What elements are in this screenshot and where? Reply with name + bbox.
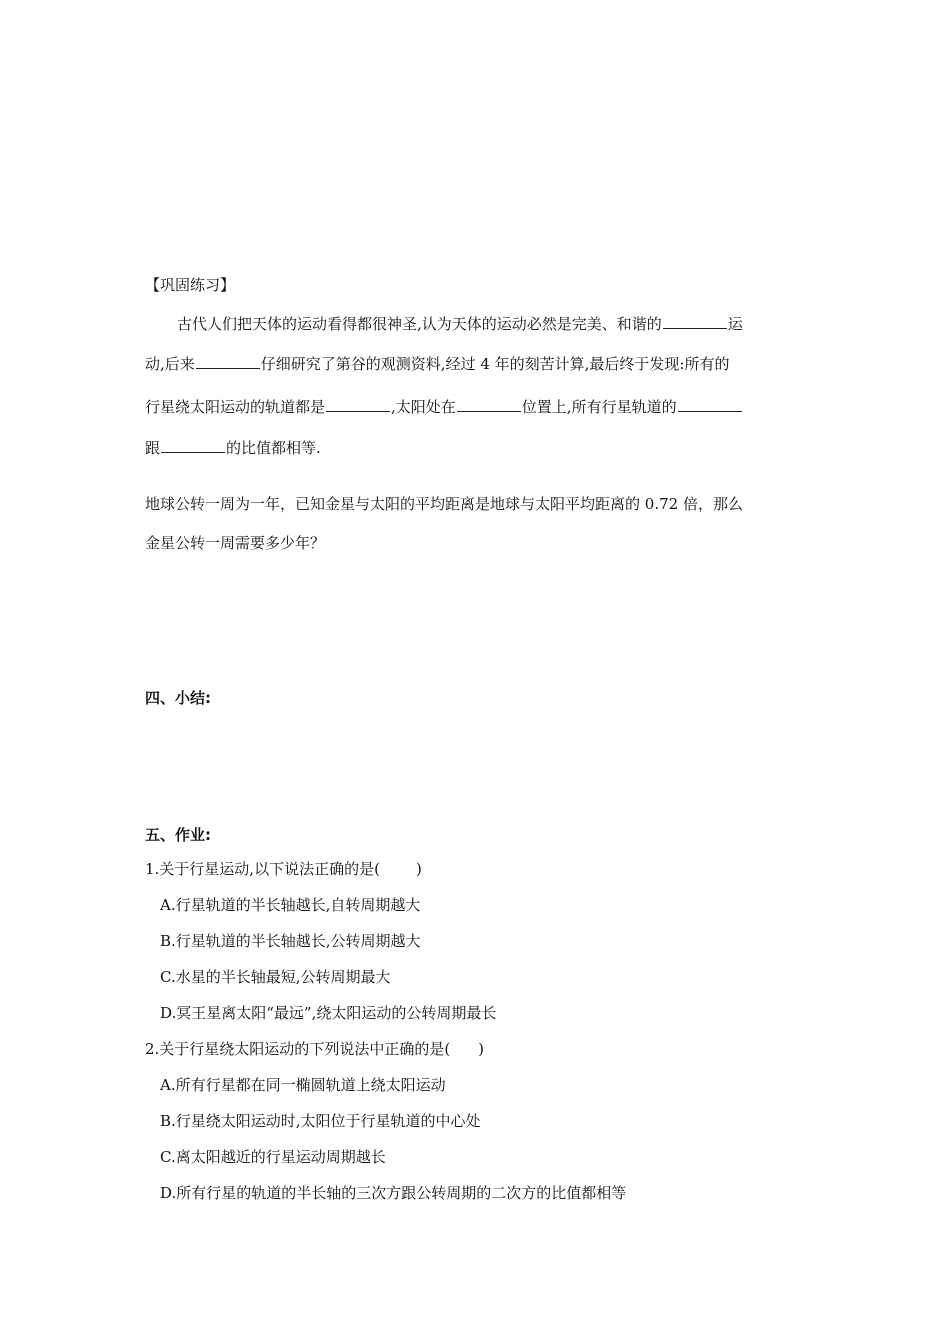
question-1-option-c: C.水星的半长轴最短,公转周期最大 [160,968,391,986]
question-1-option-d: D.冥王星离太阳“最远”,绕太阳运动的公转周期最长 [160,1004,497,1022]
consolidation-heading: 【巩固练习】 [145,276,236,294]
fill-line-1 [177,313,743,334]
fill-line-4 [145,437,321,458]
question-2-option-c: C.离太阳越近的行星运动周期越长 [160,1148,386,1166]
fill-blank-5[interactable] [678,396,742,412]
question-1-stem [145,859,422,879]
summary-heading: 四、小结: [145,689,211,707]
fill-text: 位置上,所有行星轨道的 [521,398,677,416]
fill-text: 动,后来 [145,355,195,373]
fill-text: 仔细研究了第谷的观测资料,经过 4 年的刻苦计算,最后终于发现:所有的 [260,355,730,373]
fill-blank-1[interactable] [663,313,727,329]
question-text: 2.关于行星绕太阳运动的下列说法中正确的是( [145,1040,451,1058]
question-2-option-d: D.所有行星的轨道的半长轴的三次方跟公转周期的二次方的比值都相等 [160,1184,627,1202]
question-line-1: 地球公转一周为一年，已知金星与太阳的平均距离是地球与太阳平均距离的 0.72 倍，那么 [145,495,743,513]
question-1-option-a: A.行星轨道的半长轴越长,自转周期越大 [160,896,421,914]
fill-text: ,太阳处在 [391,398,456,416]
fill-blank-2[interactable] [196,353,260,369]
fill-text: 跟 [145,439,161,457]
question-2-option-a: A.所有行星都在同一椭圆轨道上绕太阳运动 [160,1076,446,1094]
question-2-option-b: B.行星绕太阳运动时,太阳位于行星轨道的中心处 [160,1112,481,1130]
fill-text: 运 [727,315,743,333]
fill-blank-3[interactable] [326,396,390,412]
fill-blank-6[interactable] [161,437,225,453]
fill-text: 古代人们把天体的运动看得都很神圣,认为天体的运动必然是完美、和谐的 [177,315,662,333]
question-text: 1.关于行星运动,以下说法正确的是( [145,860,380,878]
question-text: ) [415,860,422,878]
question-1-option-b: B.行星轨道的半长轴越长,公转周期越大 [160,932,421,950]
fill-text: 行星绕太阳运动的轨道都是 [145,398,326,416]
fill-blank-4[interactable] [457,396,521,412]
question-2-stem [145,1039,484,1059]
fill-line-2 [145,353,729,374]
homework-heading: 五、作业: [145,826,211,844]
fill-line-3 [145,396,743,417]
question-line-2: 金星公转一周需要多少年？ [145,534,326,552]
fill-text: 的比值都相等. [226,439,321,457]
question-text: ) [478,1040,485,1058]
